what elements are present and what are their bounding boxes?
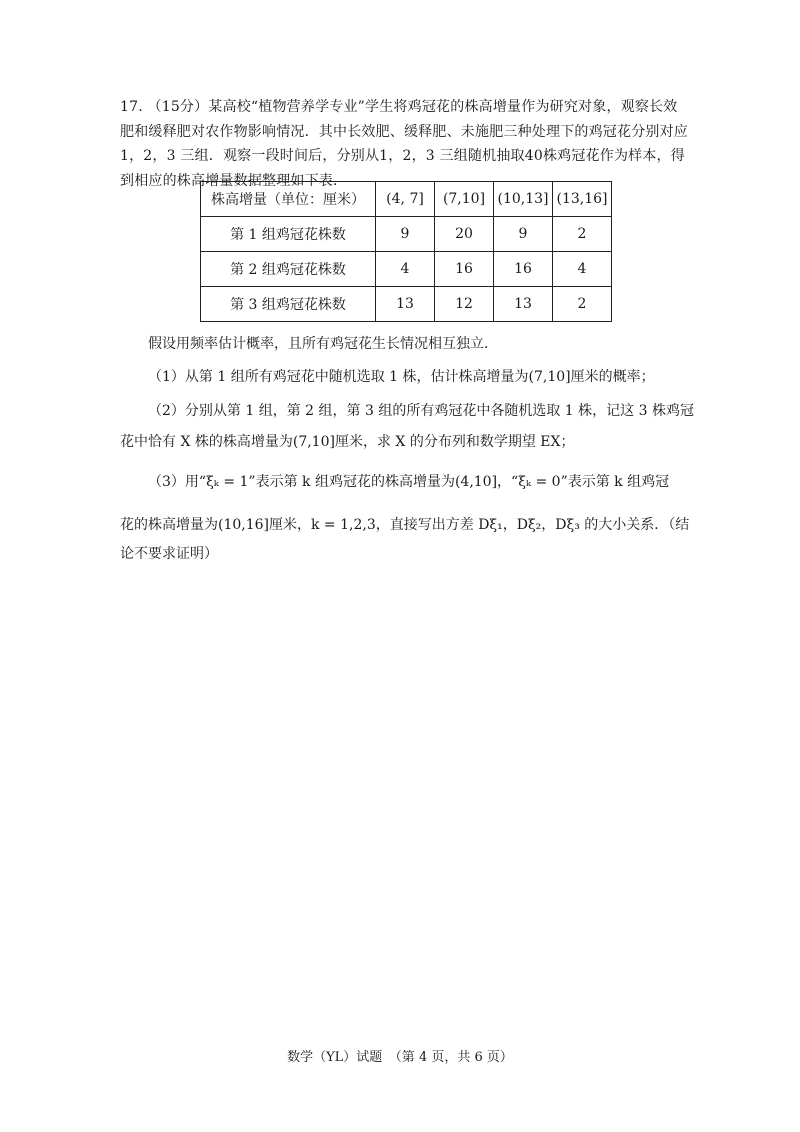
table-row — [201, 287, 612, 322]
table-cell: 16 — [435, 252, 494, 287]
table-header-cell: (4, 7] — [376, 182, 435, 217]
table-header-label: 株高增量（单位：厘米） — [201, 182, 376, 217]
table-cell: 4 — [376, 252, 435, 287]
assumption-text: 假设用频率估计概率，且所有鸡冠花生长情况相互独立． — [148, 336, 498, 352]
table-cell: 13 — [376, 287, 435, 322]
table-row — [201, 217, 612, 252]
question-3-line-2: 花的株高增量为(10,16]厘米，k = 1,2,3，直接写出方差 Dξ₁，Dξ₂，Dξ₃ 的大小关系．（结 — [120, 517, 690, 533]
page-footer: 数学（YL）试题 （第 4 页，共 6 页） — [287, 1050, 513, 1065]
table-cell: 9 — [494, 217, 553, 252]
table-header-cell: (13,16] — [553, 182, 612, 217]
problem-statement: 17. （15分）某高校“植物营养学专业”学生将鸡冠花的株高增量作为研究对象，观察长效肥和缓释肥对农作物影响情况．其中长效肥、缓释肥、未施肥三种处理下的鸡冠花分别对应1，2，3 三组．观察一段时间后，分别从1，2，3 三组随机抽取40株鸡冠花作为样本，得到相应的株高增量数据整理如下表． — [120, 99, 688, 189]
table-cell: 13 — [494, 287, 553, 322]
question-2-line-2: 花中恰有 X 株的株高增量为(7,10]厘米，求 X 的分布列和数学期望 EX； — [120, 434, 575, 450]
data-table — [200, 181, 612, 322]
table-row-label: 第 3 组鸡冠花株数 — [201, 287, 376, 322]
table-header-cell: (10,13] — [494, 182, 553, 217]
table-header-cell: (7,10] — [435, 182, 494, 217]
table-cell: 9 — [376, 217, 435, 252]
table-cell: 4 — [553, 252, 612, 287]
question-2-line-1: （2）分别从第 1 组，第 2 组，第 3 组的所有鸡冠花中各随机选取 1 株，记这 3 株鸡冠 — [148, 403, 694, 419]
question-1: （1）从第 1 组所有鸡冠花中随机选取 1 株，估计株高增量为(7,10]厘米的概率； — [148, 369, 655, 385]
table-cell: 20 — [435, 217, 494, 252]
table-cell: 2 — [553, 217, 612, 252]
table-cell: 2 — [553, 287, 612, 322]
table-cell: 12 — [435, 287, 494, 322]
table-row-label: 第 1 组鸡冠花株数 — [201, 217, 376, 252]
question-3-line-1: （3）用“ξₖ = 1”表示第 k 组鸡冠花的株高增量为(4,10]，“ξₖ = 0”表示第 k 组鸡冠 — [148, 474, 670, 490]
table-row — [201, 252, 612, 287]
question-3-line-3: 论不要求证明） — [120, 546, 218, 562]
table-cell: 16 — [494, 252, 553, 287]
table-row-label: 第 2 组鸡冠花株数 — [201, 252, 376, 287]
table-header-row — [201, 182, 612, 217]
